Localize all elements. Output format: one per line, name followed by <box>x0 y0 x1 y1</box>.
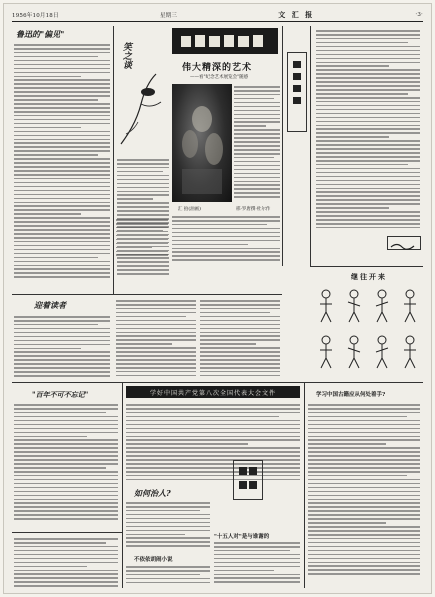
calligraphy-box <box>233 460 263 500</box>
section-rule <box>12 382 423 383</box>
howto-body-text <box>126 502 210 549</box>
art-body-text <box>172 216 280 263</box>
study-headline: 学习中国古籍应从何处着手? <box>316 392 386 398</box>
column-rule <box>282 26 283 266</box>
newspaper-page <box>4 4 431 593</box>
bird-sketch <box>116 64 166 154</box>
bottom-left-body-text <box>14 538 118 589</box>
art-body-text-right <box>234 86 280 200</box>
oil-painting-photo <box>172 84 232 202</box>
right-column-body-text <box>316 30 420 231</box>
mid-bottom-headline: "十五人对"是与谁谢的 <box>214 534 270 540</box>
bai-body-text <box>14 404 118 522</box>
party-congress-banner: 学好中国共产党第八次全国代表大会文件 <box>126 386 300 398</box>
masthead-date: 1956年10月18日 <box>12 12 59 19</box>
howto-headline: 如何治人? <box>134 488 171 498</box>
masthead-weekday: 星期三 <box>159 12 178 19</box>
xiaoshuo-body-text-right <box>200 300 280 379</box>
comic-top-rule <box>310 266 423 267</box>
xiaoxiao-headline: 笑之谈 <box>121 42 131 69</box>
bottom-body-text <box>126 566 210 586</box>
mid-bottom-body-text <box>214 542 300 585</box>
xiaoxiao-body-text-continued <box>116 219 168 258</box>
photo-caption-credit: 邢·罗唐撰·杜尔作 <box>236 207 271 212</box>
column-rule <box>122 382 123 588</box>
art-column-banner <box>172 28 278 54</box>
xiaoshuo-body-text-mid <box>116 300 196 379</box>
signature-stamp <box>387 236 421 250</box>
masthead-paper-name: 文 汇 报 <box>278 9 315 19</box>
column-rule <box>113 26 114 294</box>
bai-headline: "百年不可不忘记" <box>32 390 89 399</box>
column-rule <box>310 26 311 266</box>
masthead-page-number: ·3· <box>415 11 423 18</box>
xiaoshuo-body-text-left <box>14 316 110 379</box>
art-subtitle: ——看"纪念艺术展览会"随感 <box>190 75 249 80</box>
masthead <box>12 8 423 22</box>
section-rule <box>12 294 282 295</box>
art-headline: 伟大精深的艺术 <box>182 63 253 73</box>
column-rule <box>304 382 305 588</box>
side-column-title-box <box>287 52 307 132</box>
comic-headline: 继往开来 <box>351 272 387 281</box>
section-rule <box>12 532 122 533</box>
luxun-body-text <box>14 44 110 280</box>
comic-strip-figures <box>314 284 422 378</box>
study-body-text <box>308 404 420 577</box>
party-congress-body-text <box>126 404 300 483</box>
luxun-headline: 鲁迅的"偏见" <box>16 29 65 39</box>
bottom-headline: 不依依胡闹小说 <box>134 557 173 563</box>
xiaoshuo-headline: 迎着读者 <box>34 300 66 310</box>
photo-caption: 汇 拍(油画) <box>178 207 201 212</box>
